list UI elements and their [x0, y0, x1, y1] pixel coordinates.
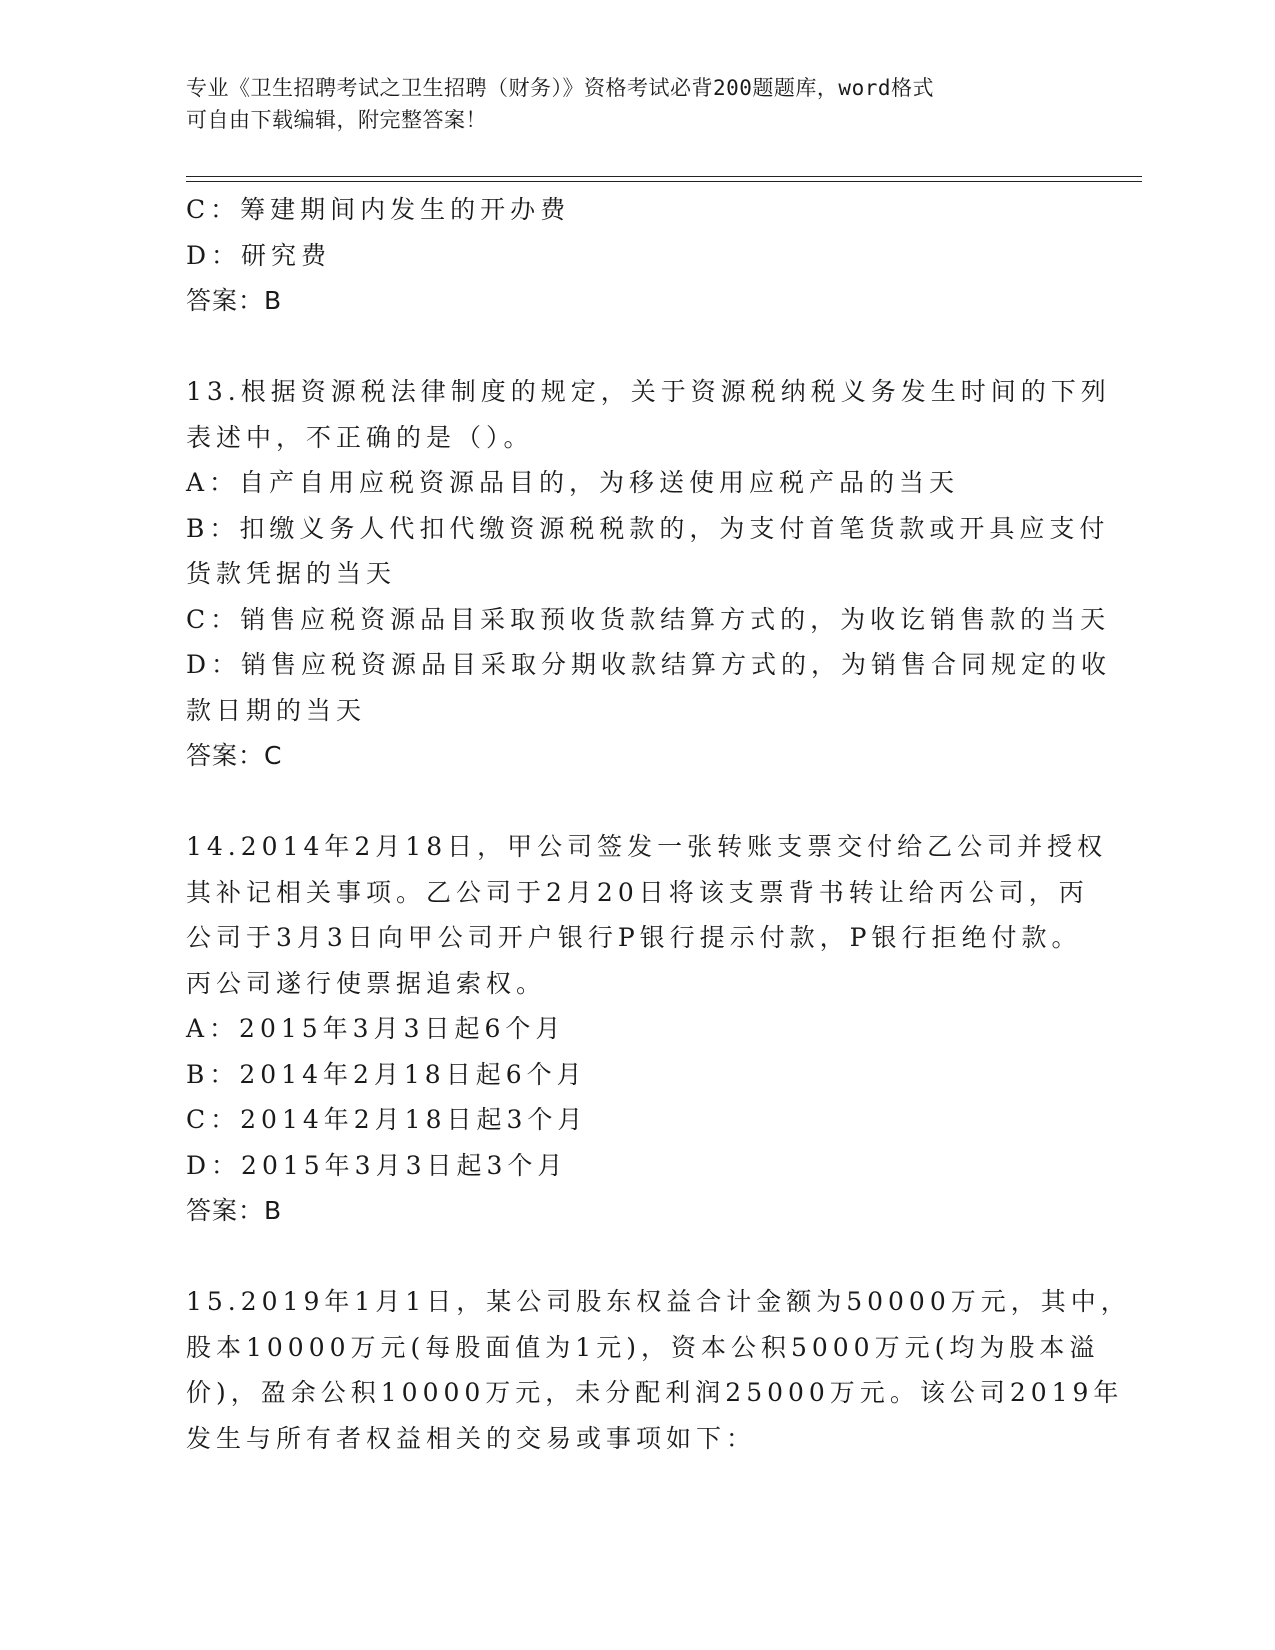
document-header [186, 72, 1066, 136]
option-c: C：筹建期间内发生的开办费 [186, 195, 571, 224]
question-stem-line: 15.2019年1月1日，某公司股东权益合计金额为50000万元，其中， [186, 1287, 1131, 1316]
question-stem-line: 表述中，不正确的是（）。 [186, 422, 534, 452]
question-stem-line: 13.根据资源税法律制度的规定，关于资源税纳税义务发生时间的下列 [186, 377, 1111, 406]
option-a: A：2015年3月3日起6个月 [186, 1014, 566, 1043]
header-rule-top [186, 176, 1142, 177]
option-d: D：销售应税资源品目采取分期收款结算方式的，为销售合同规定的收 [186, 650, 1112, 679]
answer-label: 答案：B [186, 286, 283, 315]
question-stem-line: 丙公司遂行使票据追索权。 [186, 968, 547, 998]
option-c: C：销售应税资源品目采取预收货款结算方式的，为收讫销售款的当天 [186, 604, 1111, 634]
option-b-continued: 货款凭据的当天 [186, 559, 397, 588]
question-spacer [186, 324, 1076, 370]
question-14 [186, 824, 1108, 1234]
question-stem-line: 公司于3月3日向甲公司开户银行P银行提示付款，P银行拒绝付款。 [186, 923, 1082, 952]
header-line-2: 可自由下载编辑，附完整答案！ [186, 108, 487, 132]
question-stem-line: 股本10000万元(每股面值为1元)，资本公积5000万元(均为股本溢 [186, 1332, 1100, 1362]
document-body [186, 187, 1131, 1461]
answer-label: 答案：B [186, 1196, 283, 1225]
header-rule-bottom [186, 181, 1142, 182]
question-spacer [186, 779, 1076, 825]
question-stem-line: 14.2014年2月18日，甲公司签发一张转账支票交付给乙公司并授权 [186, 832, 1108, 861]
option-b: B：2014年2月18日起6个月 [186, 1059, 587, 1089]
question-spacer [186, 1234, 1076, 1280]
question-13 [186, 369, 1112, 779]
option-a: A：自产自用应税资源品目的，为移送使用应税产品的当天 [186, 468, 960, 497]
option-c: C：2014年2月18日起3个月 [186, 1105, 588, 1134]
question-stem-line: 发生与所有者权益相关的交易或事项如下： [186, 1423, 757, 1453]
question-stem-line: 价)，盈余公积10000万元，未分配利润25000万元。该公司2019年 [186, 1378, 1124, 1407]
option-d: D：研究费 [186, 240, 332, 270]
header-line-1: 专业《卫生招聘考试之卫生招聘（财务）》资格考试必背200题题库，word格式 [186, 76, 934, 100]
option-d: D：2015年3月3日起3个月 [186, 1150, 568, 1180]
question-stem-line: 其补记相关事项。乙公司于2月20日将该支票背书转让给丙公司，丙 [186, 877, 1089, 907]
option-b: B：扣缴义务人代扣代缴资源税税款的，为支付首笔货款或开具应支付 [186, 513, 1110, 543]
question-15 [186, 1279, 1131, 1461]
option-d-continued: 款日期的当天 [186, 695, 367, 725]
previous-question-tail [186, 187, 1076, 324]
answer-label: 答案：C [186, 741, 283, 770]
